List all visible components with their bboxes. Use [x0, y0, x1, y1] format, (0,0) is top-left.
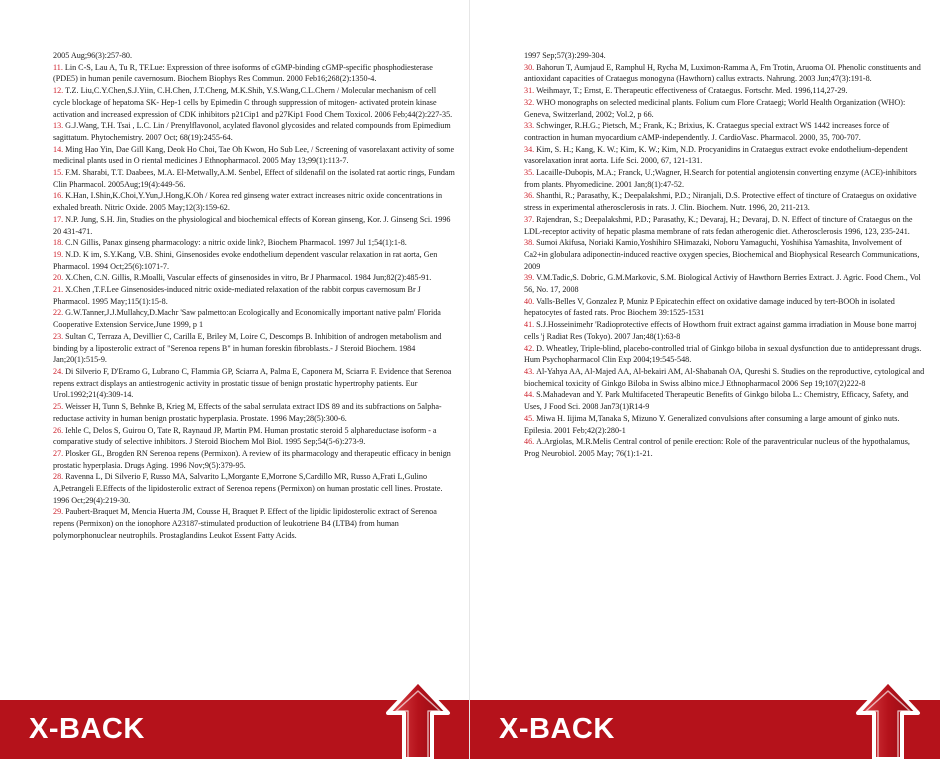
reference-number: 43. — [524, 366, 535, 376]
reference-entry — [53, 190, 455, 213]
reference-text: G.W.Tanner,J.J.Mullahcy,D.Machr 'Saw palmetto:an Ecologically and Economically important native palm' Florida Cooperative Extension Service,June 1999, p 1 — [53, 308, 441, 330]
reference-text: F.M. Sharabi, T.T. Daabees, M.A. El-Metwally,A.M. Senbel, Effect of sildenafil on the isolated rat aortic rings, Fundam Clin Pharmacol. 2005Aug;19(4):449-56. — [53, 168, 455, 189]
reference-number: 33. — [524, 121, 535, 131]
reference-entry — [524, 144, 926, 167]
up-arrow-icon[interactable] — [855, 675, 921, 759]
reference-text: Di Silverio F, D'Eramo G, Lubrano C, Flammia GP, Sciarra A, Palma E, Caponera M, Sciarra F. Evidence that Serenoa repens extract displays an antiestrogenic activity in prostatic tissue of benign prostatic hypertrophy patients. Eur Urol.1992;21(4):309-14. — [53, 366, 452, 400]
reference-entry — [53, 214, 455, 237]
reference-entry — [524, 366, 926, 389]
reference-entry — [53, 471, 455, 506]
reference-number: 11. — [53, 62, 63, 72]
reference-entry — [53, 144, 455, 167]
reference-entry — [53, 167, 455, 190]
reference-entry — [524, 436, 926, 459]
reference-text: Weihmayr, T.; Ernst, E. Therapeutic effectiveness of Crataegus. Fortschr. Med. 1996,114,27-29. — [536, 86, 848, 96]
reference-text: C.N Gillis, Panax ginseng pharmacology: a nitric oxide link?, Biochem Pharmacol. 1997 Jul 1;54(1):1-8. — [65, 238, 407, 248]
reference-text: T.Z. Liu,C.Y.Chen,S.J.Yiin, C.H.Chen, J.T.Cheng, M.K.Shih, Y.S.Wang,C.L.Chern / Molecular mechanism of cell cycle blockage of hepatoma SK- Hep-1 cells by Epimedin C through suppression of mitogen- activated protein kinase activation and increased expression of CDK inhibitors p21Cip1 and p27Kip1 Food Chem Toxicol. 2006 Feb;44(2):227-35. — [53, 86, 453, 119]
reference-number: 36. — [524, 191, 535, 201]
reference-number: 16. — [53, 191, 64, 201]
reference-text: X.Chen ,T.F.Lee Ginsenosides-induced nitric oxide-mediated relaxation of the rabbit corpus cavernosum Br J Pharmacol. 1995 May;115(1):15-8. — [53, 285, 421, 306]
reference-entry — [53, 284, 455, 307]
reference-number: 42. — [524, 343, 535, 353]
reference-entry — [53, 425, 455, 448]
reference-entry — [524, 389, 926, 412]
reference-text: Sultan C, Terraza A, Devillier C, Carilla E, Briley M, Loire C, Descomps B. Inhibition of androgen metabolism and binding by a liposterolic extract of "Serenoa repens B" in human foreskin fibroblasts.- J Steroid Biochem. 1984 Jan;20(1):515-9. — [53, 331, 442, 365]
reference-text: Ravenna L, Di Silverio F, Russo MA, Salvarito L,Morgante E,Morrone S,Cardillo MR, Russo A,Frati L,Gulino A,Petrangeli E.Effects of the lipidosterolic extract of Serenoa repens (Permixon) on human prostatic cell lines. Prostate. 1996 Oct;29(4):219-30. — [53, 472, 443, 505]
reference-number: 22. — [53, 308, 64, 318]
reference-number: 46. — [524, 437, 535, 447]
reference-entry — [53, 249, 455, 272]
reference-number: 21. — [53, 285, 64, 295]
up-arrow-icon[interactable] — [385, 675, 451, 759]
reference-text: WHO monographs on selected medicinal plants. Folium cum Flore Crataegi; World Health Organization (WHO): Geneva, Switzerland, 2002; Vol.2, p 66. — [524, 97, 906, 119]
reference-list — [524, 50, 926, 460]
reference-entry — [53, 401, 455, 424]
reference-text: Rajendran, S.; Deepalakshmi, P.D.; Parasathy, K.; Devaraj, H.; Devaraj, D. N. Effect of tincture of Crataegus on the LDL-receptor activity of hepatic plasma membrane of rats fedan atherogenic diet. Atherosclerosis 1996, 123, 235-241. — [524, 214, 913, 236]
reference-entry — [53, 62, 455, 85]
reference-number: 31. — [524, 86, 535, 96]
brand-logo: X-BACK — [29, 713, 145, 745]
reference-text: Weisser H, Tunn S, Behnke B, Krieg M, Effects of the sabal serrulata extract IDS 89 and its subfractions on 5alpha-reductase activity in human benign prostatic hyperplasia. Prostate. 1996 May;28(5):300-6. — [53, 402, 442, 423]
reference-number: 13. — [53, 121, 64, 131]
reference-number: 38. — [524, 238, 535, 248]
reference-text: Iehle C, Delos S, Guirou O, Tate R, Raynaud JP, Martin PM. Human prostatic steroid 5 alphareductase isoform - a comparative study of selective inhibitors. J Steroid Biochem Mol Biol. 1995 Sep;54(5-6):273-9. — [53, 425, 437, 447]
reference-number: 29. — [53, 507, 64, 517]
reference-text: Lacaille-Dubopis, M.A.; Franck, U.;Wagner, H.Search for potential angiotensin converting enzyme (ACE)-inhibitors from plants. Phyomedicine. 2001 Jan;8(1):47-52. — [524, 168, 917, 189]
reference-text: N.D. K im, S.Y.Kang, V.B. Shini, Ginsenosides evoke endothelium dependent vascular relaxation in rat aorta, Gen Pharmacol. 1994 Oct;25(6):1071-7. — [53, 249, 438, 271]
reference-text: Schwinger, R.H.G.; Pietsch, M.; Frank, K.; Brixius, K. Crataegus special extract WS 1442 increases force of contraction in human myocardium cAMP-independently. J. CardioVasc. Pharmacol. 2000, 35, 700-707. — [524, 121, 890, 142]
reference-number: 15. — [53, 168, 64, 178]
reference-text: D. Wheatley, Triple-blind, placebo-controlled trial of Ginkgo biloba in sexual dysfunction due to antidepressant drugs. Hum Psychopharmacol Clin Exp 2004;19:545-548. — [524, 343, 922, 365]
reference-entry — [524, 120, 926, 143]
reference-text: Plosker GL, Brogden RN Serenoa repens (Permixon). A review of its pharmacology and therapeutic efficacy in benign prostatic hyperplasia. Drugs Aging. 1996 Nov;9(5):379-95. — [53, 448, 451, 470]
reference-entry — [524, 167, 926, 190]
reference-number: 18. — [53, 238, 64, 248]
reference-text: 1997 Sep;57(3):299-304. — [524, 51, 606, 60]
reference-entry — [53, 506, 455, 541]
right-page — [470, 0, 940, 759]
reference-text: Lin C-S, Lau A, Tu R, TF.Lue: Expression of three isoforms of cGMP-binding cGMP-specific phosphodiesterase (PDE5) in human penile cavernosum. Biochem Biophys Res Commun. 2000 Feb16;268(2):1350-4. — [53, 62, 433, 84]
reference-entry — [524, 237, 926, 272]
reference-list — [53, 50, 455, 542]
reference-number: 30. — [524, 62, 535, 72]
reference-entry — [53, 237, 455, 249]
reference-number: 25. — [53, 402, 64, 412]
reference-number: 45. — [524, 413, 535, 423]
reference-number: 40. — [524, 296, 535, 306]
reference-number: 14. — [53, 144, 64, 154]
reference-entry — [524, 296, 926, 319]
reference-text: Al-Yahya AA, Al-Majed AA, Al-bekairi AM, Al-Shabanah OA, Qureshi S. Studies on the reproductive, cytological and biochemical toxicity of Ginkgo Biloba in Swiss albino mice.J Ethnopharmacol 2006 Sep 19;107(2)222-8 — [524, 366, 925, 388]
reference-number: 34. — [524, 144, 535, 154]
reference-text: Kim, S. H.; Kang, K. W.; Kim, K. W.; Kim, N.D. Procyanidins in Crataegus extract evoke endothelium-dependent vasorelaxation inrat aorta. Life Sci. 2000, 67, 121-131. — [524, 144, 908, 166]
reference-entry — [524, 413, 926, 436]
reference-entry — [53, 366, 455, 401]
reference-number: 39. — [524, 273, 535, 283]
reference-entry — [524, 272, 926, 295]
reference-number: 44. — [524, 390, 535, 400]
reference-number: 41. — [524, 320, 535, 330]
reference-number: 35. — [524, 168, 535, 178]
reference-entry — [53, 50, 455, 62]
reference-text: Shanthi, R.; Parasathy, K.; Deepalakshmi, P.D.; Niranjali, D.S. Protective effect of tincture of Crataegus on oxidative stress in experimental atherosclerosis in rats. J. Clin. Biochem. Nutr. 1996, 20, 211-213. — [524, 191, 917, 213]
reference-entry — [524, 62, 926, 85]
reference-text: Valls-Belles V, Gonzalez P, Muniz P Epicatechin effect on oxidative damage induced by tert-BOOh in isolated hepatocytes of fasted rats. Proc Biochem 39:1525-1531 — [524, 296, 895, 318]
reference-text: Paubert-Braquet M, Mencia Huerta JM, Cousse H, Braquet P. Effect of the lipidic lipidosterolic extract of Serenoa repens (Permixon) on the ionophore A23187-stimulated production of leukotriene B4 (LTB4) from human polymorphonuclear neutrophils. Prostaglandins Leukot Essent Fatty Acids. — [53, 507, 437, 540]
reference-entry — [524, 190, 926, 213]
reference-text: Sumoi Akifusa, Noriaki Kamio,Yoshihiro SHimazaki, Noboru Yamaguchi, Yoshihisa Yamashita, Involvement of Ca2+in globulara adiponectin-induced reactive oxygen species, Biochemical and Biophysical Research Communications, 2009 — [524, 238, 920, 271]
reference-entry — [524, 343, 926, 366]
reference-text: A.Argiolas, M.R.Melis Central control of penile erection: Role of the paraventricular nucleus of the hypothalamus, Prog Neurobiol. 2005 May; 76(1):1-21. — [524, 437, 910, 458]
reference-number: 27. — [53, 448, 64, 458]
reference-number: 26. — [53, 425, 64, 435]
reference-entry — [53, 307, 455, 330]
reference-entry — [53, 120, 455, 143]
reference-number: 23. — [53, 331, 64, 341]
reference-entry — [53, 331, 455, 366]
reference-entry — [524, 97, 926, 120]
reference-number: 24. — [53, 366, 64, 376]
reference-number: 20. — [53, 273, 64, 283]
reference-text: Miwa H. Iijima M,Tanaka S, Mizuno Y. Generalized convulsions after consuming a large amount of ginko nuts. Epilesia. 2001 Feb;42(2):280-1 — [524, 413, 900, 435]
reference-number: 17. — [53, 214, 64, 224]
reference-entry — [53, 272, 455, 284]
reference-text: S.Mahadevan and Y. Park Multifaceted Therapeutic Benefits of Ginkgo biloba L.: Chemistry, Efficacy, Safety, and Uses, J Food Sci. 2008 Jan73(1)R14-9 — [524, 390, 909, 412]
reference-number: 37. — [524, 214, 535, 224]
reference-number: 28. — [53, 472, 64, 482]
reference-number: 32. — [524, 97, 535, 107]
reference-text: 2005 Aug;96(3):257-80. — [53, 51, 132, 60]
reference-entry — [524, 50, 926, 62]
reference-text: Bahorun T, Aumjaud E, Ramphul H, Rycha M, Luximon-Ramma A, Fm Trotin, Aruoma OI. Phenolic constituents and antioxidant capacities of Crataegus monogyna (Hawthorn) callus extracts. Nahrung. 2003 Jun;47(3):191-8. — [524, 62, 921, 84]
reference-entry — [524, 85, 926, 97]
reference-text: K.Han, I.Shin,K.Choi,Y.Yun,J.Hong,K.Oh / Korea red ginseng water extract increases nitric oxide concentrations in exhaled breath. Nitric Oxide. 2005 May;12(3):159-62. — [53, 191, 443, 213]
reference-entry — [53, 448, 455, 471]
reference-text: Ming Hao Yin, Dae Gill Kang, Deok Ho Choi, Tae Oh Kwon, Ho Sub Lee, / Screening of vasorelaxant activity of some medicinal plants used in O riental medicines J Ethnopharmacol. 2005 May 13;99(1):113-7. — [53, 144, 455, 166]
reference-text: G.J.Wang, T.H. Tsai , L.C. Lin / Prenylflavonol, acylated flavonol glycosides and related compounds from Epimedium sagittatum. Phytochemistry. 2007 Oct; 68(19):2455-64. — [53, 121, 451, 142]
brand-logo: X-BACK — [499, 713, 615, 745]
reference-text: X.Chen, C.N. Gillis, R.Moalli, Vascular effects of ginsenosides in vitro, Br J Pharmacol. 1984 Jun;82(2):485-91. — [65, 273, 432, 283]
reference-entry — [524, 319, 926, 342]
reference-text: N.P. Jung, S.H. Jin, Studies on the physiological and biochemical effects of Korean ginseng, Kor. J. Ginseng Sci. 1996 20 431-471. — [53, 214, 451, 236]
reference-number: 19. — [53, 249, 64, 259]
reference-entry — [53, 85, 455, 120]
reference-entry — [524, 214, 926, 237]
reference-text: V.M.Tadic,S. Dobric, G.M.Markovic, S.M. Biological Activiy of Hawthorn Berries Extract. J. Agric. Food Chem., Vol 56, No. 17, 2008 — [524, 273, 921, 295]
reference-number: 12. — [53, 86, 64, 96]
reference-text: S.J.Hosseinimehr 'Radioprotective effects of Howthorn fruit extract against gamma irradiation in Mouse bone marroj cells 'j Radiat Res (Tokyo). 2007 Jan;48(1):63-8 — [524, 320, 917, 341]
